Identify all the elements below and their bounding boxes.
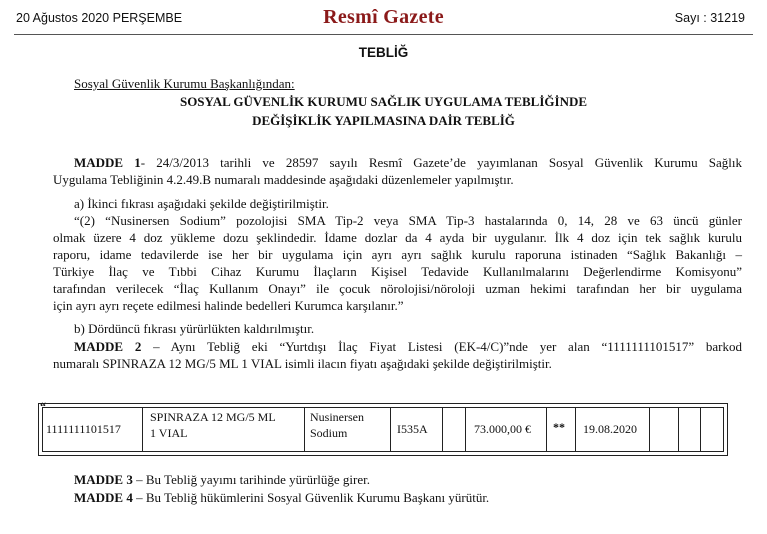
issue-number: Sayı : 31219 (674, 11, 745, 25)
section-heading: TEBLİĞ (358, 45, 409, 60)
quote-line3: raporu, idame tedavilerde ise her bir uygulama için ayrı ayrı sağlık kurulu raporuna istinaden “Sağlık Bakanlığı – (53, 247, 742, 262)
doc-title-line1: SOSYAL GÜVENLİK KURUMU SAĞLIK UYGULAMA TEBLİĞİNDE (179, 94, 588, 109)
date-cell: 19.08.2020 (583, 422, 637, 436)
substance-line2: Sodium (310, 426, 348, 440)
drug-name-line2: 1 VIAL (150, 426, 188, 440)
madde1-text: - 24/3/2013 tarihli ve 28597 sayılı Resmî Gazete’de yayımlanan Sosyal Güvenlik Kurumu Sağlık (140, 155, 743, 170)
madde3-paragraph (74, 472, 370, 489)
madde1-paragraph-line1 (74, 155, 742, 172)
quote-line4: Türkiye İlaç ve Tıbbi Cihaz Kurumu İlaçların Kişisel Tedavide Kullanılmalarını Değerlendirme Komisyonu” (53, 264, 742, 279)
doc-title-line2: DEĞİŞİKLİK YAPILMASINA DAİR TEBLİĞ (252, 113, 515, 128)
madde4-label: MADDE 4 (74, 490, 133, 505)
substance-line1: Nusinersen (310, 410, 364, 424)
code-cell: I535A (397, 422, 428, 436)
col-divider (442, 407, 443, 452)
drug-name-line1: SPINRAZA 12 MG/5 ML (150, 410, 276, 424)
madde1-paragraph-line2: Uygulama Tebliğinin 4.2.49.B numaralı maddesinde aşağıdaki düzenlemeler yapılmıştır. (53, 172, 514, 187)
madde3-label: MADDE 3 (74, 472, 133, 487)
col-divider (700, 407, 701, 452)
col-divider (546, 407, 547, 452)
barcode-cell: 1111111101517 (46, 422, 121, 436)
col-divider (649, 407, 650, 452)
madde1-item-a: a) İkinci fıkrası aşağıdaki şekilde değiştirilmiştir. (74, 196, 329, 211)
quote-line6: için ayrı ayrı reçete edilmesi halinde bedelleri Kurumca karşılanır.” (53, 298, 404, 313)
col-divider (465, 407, 466, 452)
madde2-paragraph-line1 (74, 339, 742, 356)
institution-name: Sosyal Güvenlik Kurumu Başkanlığından: (74, 76, 295, 91)
madde3-text: – Bu Tebliğ yayımı tarihinde yürürlüğe girer. (132, 472, 370, 487)
mark-cell: ** (553, 420, 565, 434)
col-divider (575, 407, 576, 452)
header-divider (14, 34, 753, 35)
quote-line5: tarafından verilecek “İlaç Kullanım Onayı” ile çocuk nörolojisi/nöroloji uzman hekimi tarafından her bir uygulama (53, 281, 742, 296)
madde2-paragraph-line2: numaralı SPINRAZA 12 MG/5 ML 1 VIAL isimli ilacın fiyatı aşağıdaki şekilde değiştirilmiştir. (53, 356, 552, 371)
madde2-label: MADDE 2 (74, 339, 142, 354)
price-cell: 73.000,00 € (474, 422, 531, 436)
quote-line2: olmak üzere 4 doz yükleme dozu şeklindedir. İdame dozlar da 4 ayda bir uygulanır. İlk 4 doz için tek sağlık kurulu (53, 230, 742, 245)
col-divider (678, 407, 679, 452)
gazette-title: Resmî Gazete (323, 6, 444, 28)
madde4-text: – Bu Tebliğ hükümlerini Sosyal Güvenlik Kurumu Başkanı yürütür. (132, 490, 490, 505)
madde1-item-b: b) Dördüncü fıkrası yürürlükten kaldırılmıştır. (74, 321, 315, 336)
gazette-header (0, 0, 767, 36)
quote-line1: “(2) “Nusinersen Sodium” pozolojisi SMA Tip-2 veya SMA Tip-3 hastalarında 0, 14, 28 ve 63 üncü günler (74, 213, 742, 228)
col-divider (390, 407, 391, 452)
madde2-text: – Aynı Tebliğ eki “Yurtdışı İlaç Fiyat Listesi (EK-4/C)”nde yer alan “1111111101517” barkod (141, 339, 742, 354)
publication-date: 20 Ağustos 2020 PERŞEMBE (16, 11, 183, 25)
table-corner-mark: “ (40, 399, 46, 413)
madde1-label: MADDE 1 (74, 155, 141, 170)
price-table (38, 399, 728, 456)
col-divider (142, 407, 143, 452)
col-divider (304, 407, 305, 452)
madde4-paragraph (74, 490, 489, 507)
